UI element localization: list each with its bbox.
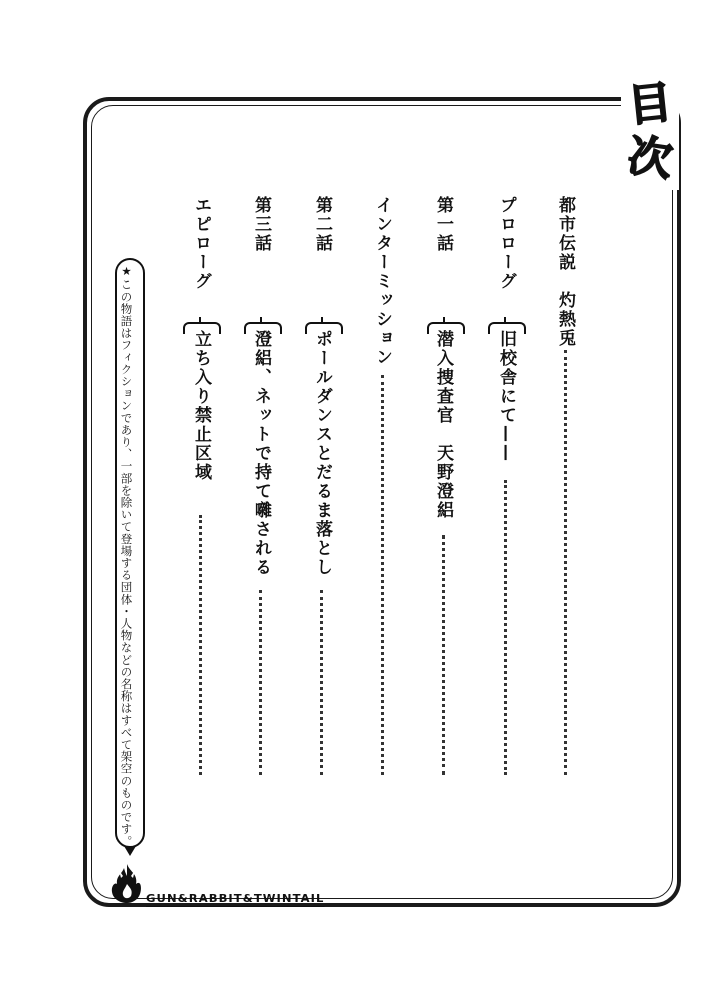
flame-rabbit-logo-icon [108, 862, 146, 904]
toc-leader-chapter-3 [259, 590, 262, 775]
toc-leader-chapter-1 [442, 535, 445, 775]
toc-entry-intermission: インターミッション [372, 196, 392, 367]
series-logo-text: GUN&RABBIT&TWINTAIL [146, 892, 325, 905]
toc-entry-epilogue: エピローグ [191, 196, 211, 291]
toc-heading-char-1: 目 [625, 76, 675, 133]
disclaimer-bubble-tail [124, 846, 136, 856]
toc-entry-chapter-1: 第一話 [433, 196, 453, 253]
toc-leader-chapter-2 [320, 590, 323, 775]
toc-leader-intermission [381, 375, 384, 775]
toc-entry-urban-legend: 都市伝説 灼熱兎 [555, 196, 575, 348]
toc-title-prologue: 旧校舎にて—— [496, 330, 516, 463]
toc-title-epilogue: 立ち入り禁止区域 [191, 330, 211, 482]
toc-entry-prologue: プロローグ [496, 196, 516, 291]
toc-title-chapter-3: 澄絽、ネットで持て囃される [251, 330, 271, 577]
disclaimer-text: ★この物語はフィクションであり、一部を除いて登場する団体・人物などの名称はすべて架空のものです。 [119, 264, 134, 848]
toc-leader-urban-legend [564, 350, 567, 775]
toc-entry-chapter-3: 第三話 [251, 196, 271, 253]
toc-title-chapter-1: 潜入捜査官 天野澄絽 [433, 330, 453, 520]
toc-title-chapter-2: ポールダンスとだるま落とし [312, 330, 332, 577]
toc-leader-prologue [504, 480, 507, 775]
toc-heading [621, 72, 679, 190]
toc-heading-char-2: 次 [624, 130, 676, 187]
toc-entry-chapter-2: 第二話 [312, 196, 332, 253]
toc-leader-epilogue [199, 515, 202, 775]
